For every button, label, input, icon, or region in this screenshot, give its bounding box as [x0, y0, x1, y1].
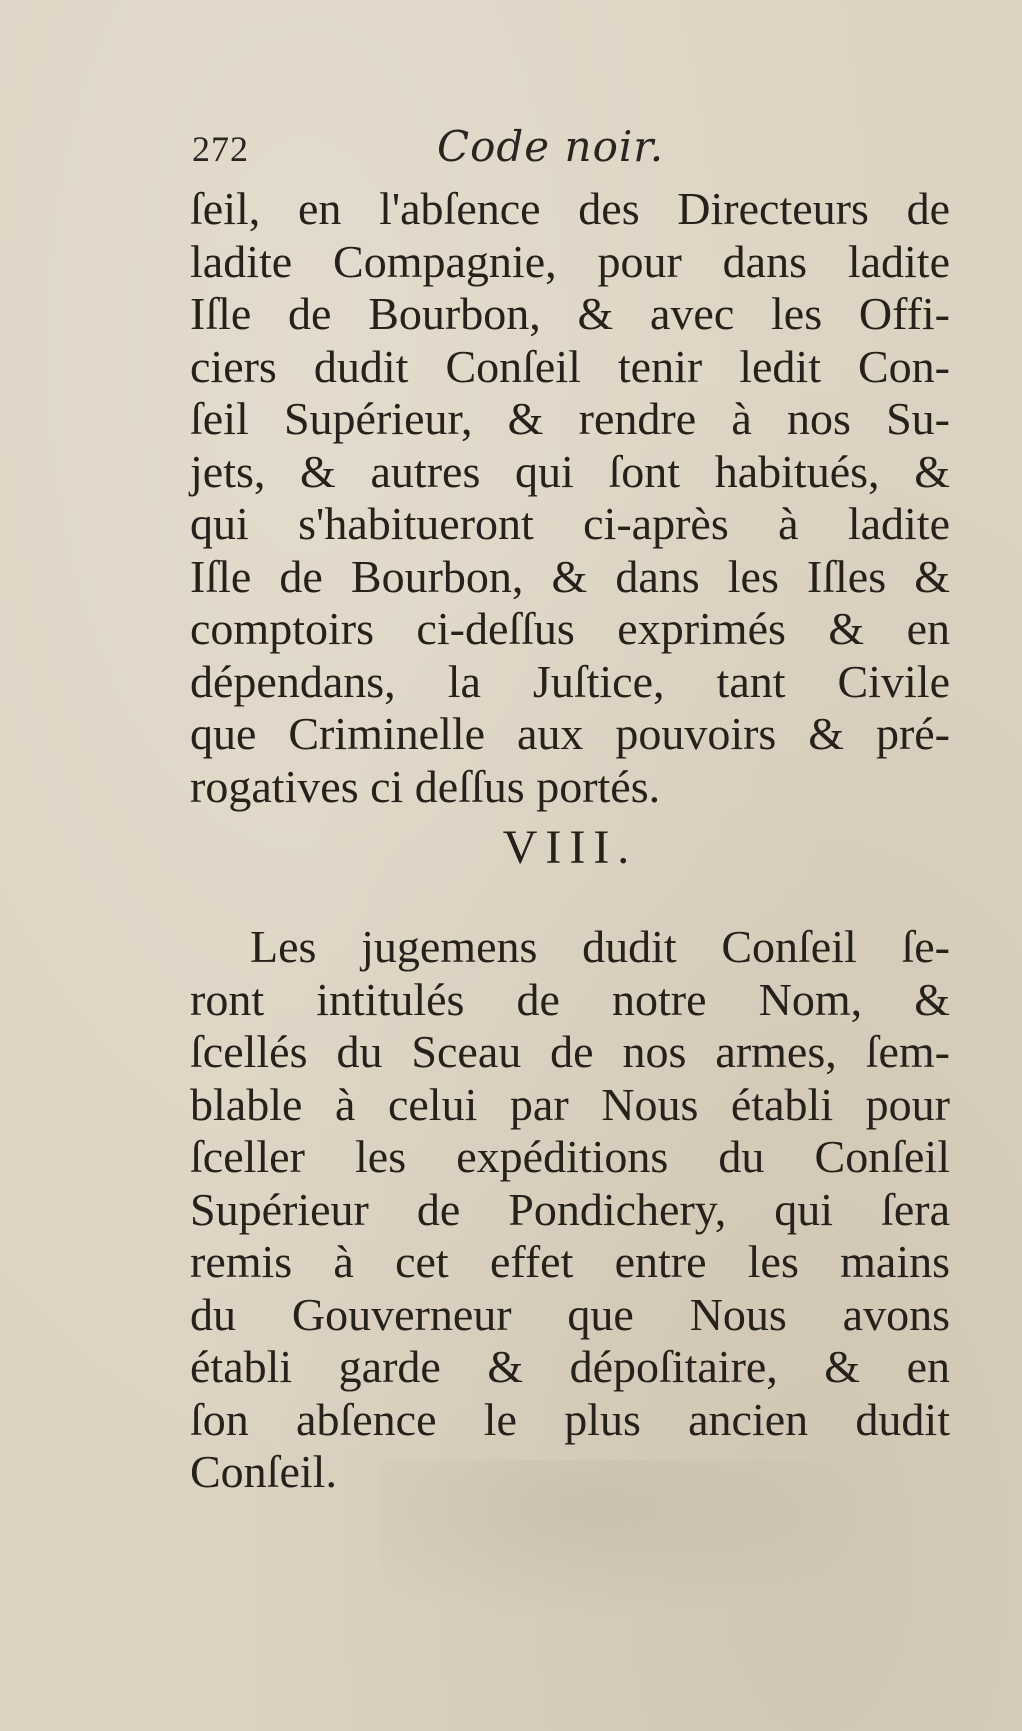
- text-line: Les jugemens dudit Conſeil ſe-: [250, 921, 950, 972]
- text-line: Conſeil.: [190, 1446, 337, 1497]
- section-heading: VIII.: [502, 821, 638, 874]
- running-title: Code noir.: [437, 122, 665, 171]
- text-line: ront intitulés de notre Nom, &: [190, 973, 950, 1025]
- text-line: ſceller les expéditions du Conſeil: [190, 1131, 950, 1182]
- text-line: qui s'habitueront ci-après à ladite: [190, 498, 950, 549]
- text-line: ſeil Supérieur, & rendre à nos Su-: [190, 393, 950, 444]
- text-line: remis à cet effet entre les mains: [190, 1236, 950, 1287]
- show-through-shadow: [380, 1460, 880, 1620]
- text-line: Supérieur de Pondichery, qui ſera: [190, 1183, 950, 1235]
- text-line: dépendans, la Juſtice, tant Civile: [190, 655, 950, 707]
- text-line: établi garde & dépoſitaire, & en: [190, 1341, 950, 1392]
- text-line: blable à celui par Nous établi pour: [190, 1078, 950, 1130]
- text-line: ſeil, en l'abſence des Directeurs de: [190, 183, 950, 234]
- page-number: 272: [192, 129, 249, 169]
- text-line: du Gouverneur que Nous avons: [190, 1288, 950, 1340]
- text-line: comptoirs ci-deſſus exprimés & en: [190, 603, 950, 654]
- text-line: Iſle de Bourbon, & dans les Iſles &: [190, 550, 950, 602]
- paragraph-continued: [190, 183, 950, 813]
- text-line: ſcellés du Sceau de nos armes, ſem-: [190, 1026, 950, 1077]
- text-line: jets, & autres qui ſont habitués, &: [190, 445, 950, 497]
- text-line: ladite Compagnie, pour dans ladite: [190, 235, 950, 287]
- text-line: que Criminelle aux pouvoirs & pré-: [190, 708, 950, 759]
- text-line: ſon abſence le plus ancien dudit: [190, 1393, 950, 1445]
- text-line: rogatives ci deſſus portés.: [190, 760, 661, 812]
- text-line: ciers dudit Conſeil tenir ledit Con-: [190, 340, 950, 392]
- text-line: Iſle de Bourbon, & avec les Offi-: [190, 288, 950, 339]
- page-header: [192, 118, 952, 178]
- article-paragraph: [190, 921, 950, 1499]
